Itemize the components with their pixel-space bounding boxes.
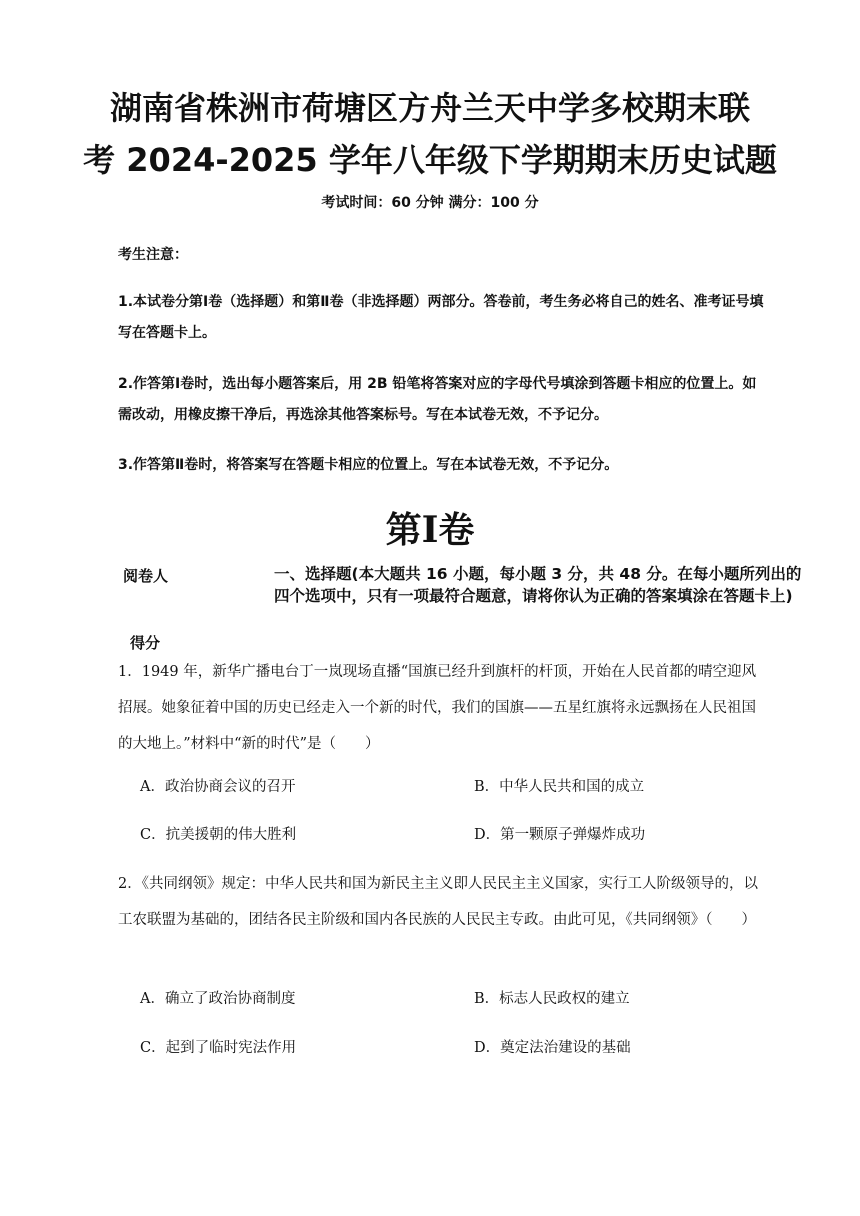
question-2-option-b: B．标志人民政权的建立: [474, 991, 630, 1007]
score-label: 得分: [130, 634, 161, 652]
exam-title-line-1: 湖南省株洲市荷塘区方舟兰天中学多校期末联: [109, 89, 750, 127]
question-1-option-a: A．政治协商会议的召开: [140, 779, 296, 795]
exam-info: 考试时间：60 分钟 满分：100 分: [321, 195, 539, 211]
question-1-option-b: B．中华人民共和国的成立: [474, 779, 645, 795]
question-2-option-c: C．起到了临时宪法作用: [140, 1040, 297, 1056]
question-1-option-d: D．第一颗原子弹爆炸成功: [474, 827, 646, 843]
notice-item-1: 1.本试卷分第Ⅰ卷（选择题）和第Ⅱ卷（非选择题）两部分。答卷前，考生务必将自己的姓名、准考证号填写在答题卡上。: [118, 294, 764, 341]
reviewer-label: 阅卷人: [123, 567, 169, 585]
question-1-option-c: C．抗美援朝的伟大胜利: [140, 827, 297, 843]
question-2-stem: 2．《共同纲领》规定：中华人民共和国为新民主主义即人民民主主义国家，实行工人阶级领导的，以工农联盟为基础的，团结各民主阶级和国内各民族的人民民主专政。由此可见，《共同纲领》（ ）: [118, 876, 758, 928]
exam-title-line-2: 考 2024-2025 学年八年级下学期期末历史试题: [83, 141, 777, 179]
notice-item-2: 2.作答第Ⅰ卷时，选出每小题答案后，用 2B 铅笔将答案对应的字母代号填涂到答题卡相应的位置上。如需改动，用橡皮擦干净后，再选涂其他答案标号。写在本试卷无效，不予记分。: [118, 376, 757, 423]
question-2-option-a: A．确立了政治协商制度: [140, 991, 296, 1007]
notice-heading: 考生注意：: [118, 247, 188, 263]
question-1-stem: 1．1949 年，新华广播电台丁一岚现场直播“国旗已经升到旗杆的杆顶，开始在人民首都的晴空迎风招展。她象征着中国的历史已经走入一个新的时代，我们的国旗——五星红旗将永远飘扬在人民祖国的大地上。”材料中“新的时代”是（ ）: [118, 664, 757, 752]
exam-title: [0, 82, 860, 186]
question-2-option-d: D．奠定法治建设的基础: [474, 1040, 631, 1056]
notice-item-3: 3.作答第Ⅱ卷时，将答案写在答题卡相应的位置上。写在本试卷无效，不予记分。: [118, 457, 619, 473]
volume-title: 第Ⅰ卷: [385, 509, 475, 551]
section-heading: 一、选择题(本大题共 16 小题，每小题 3 分，共 48 分。在每小题所列出的四个选项中，只有一项最符合题意，请将你认为正确的答案填涂在答题卡上): [274, 565, 802, 605]
